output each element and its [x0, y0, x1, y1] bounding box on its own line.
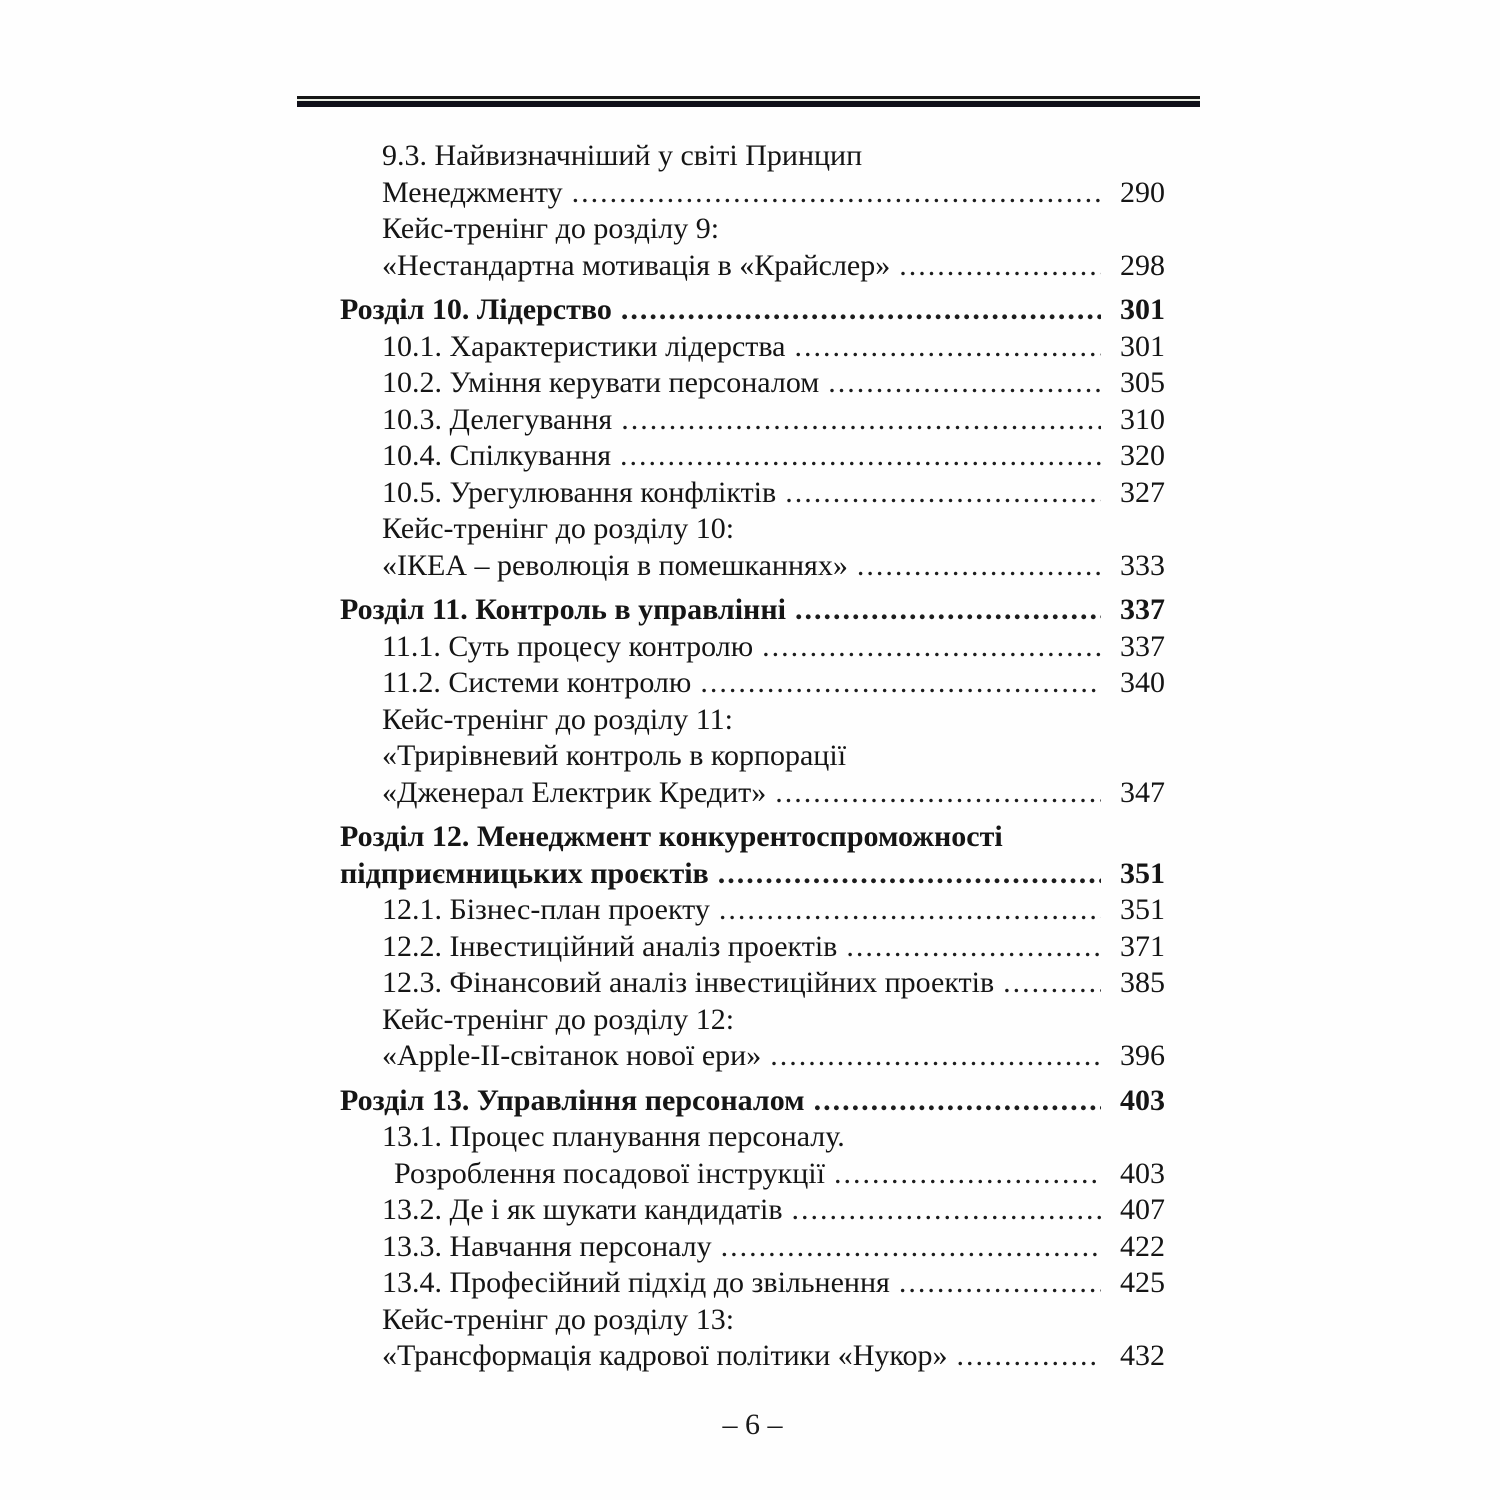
toc-dot-leader [795, 592, 1101, 629]
toc-entry-title: Кейс-тренінг до розділу 12: [382, 1002, 735, 1036]
toc-dot-leader [718, 856, 1101, 893]
toc-dot-leader [572, 175, 1101, 212]
toc-dot-leader [899, 1265, 1101, 1302]
toc-entry-title: Розділ 11. Контроль в управлінні [340, 593, 786, 626]
toc-entry-title: «Трирівневий контроль в корпорації [382, 739, 847, 772]
toc-row [340, 438, 1165, 475]
toc-dot-leader [621, 402, 1101, 439]
toc-row [340, 738, 1165, 775]
toc-row [340, 329, 1165, 366]
toc-dot-leader [719, 892, 1101, 929]
toc-entry-title: «ІКЕА – революція в помешканнях» [382, 548, 848, 582]
toc-page-number: 425 [1120, 1266, 1165, 1299]
toc-page-number: 385 [1120, 966, 1165, 999]
toc-row [340, 1192, 1165, 1229]
toc-page-number: 403 [1120, 1083, 1165, 1117]
toc-entry-title: Кейс-тренінг до розділу 10: [382, 512, 735, 545]
toc-entry-title: 11.2. Системи контролю [382, 666, 692, 699]
toc-dot-leader [834, 1156, 1101, 1193]
toc-entry-title: підприємницьких проєктів [340, 856, 709, 890]
toc-row [340, 292, 1165, 329]
toc-dot-leader [762, 629, 1101, 666]
toc-page-number: 305 [1120, 366, 1165, 399]
toc-row [340, 475, 1165, 512]
toc-entry-title: 11.1. Суть процесу контролю [382, 629, 754, 663]
toc-dot-leader [620, 438, 1101, 475]
toc-row [340, 856, 1165, 893]
toc-dot-leader [899, 248, 1101, 285]
toc-row [340, 665, 1165, 702]
toc-list [340, 138, 1165, 1375]
toc-row [340, 138, 1165, 175]
toc-entry-title: 13.2. Де і як шукати кандидатів [382, 1193, 783, 1226]
toc-dot-leader [770, 1038, 1101, 1075]
toc-row [340, 702, 1165, 739]
toc-entry-title: «Apple-II-світанок нової ери» [382, 1039, 762, 1072]
toc-dot-leader [792, 1192, 1101, 1229]
toc-page-number: 301 [1120, 329, 1165, 363]
toc-dot-leader [785, 475, 1101, 512]
toc-page-number: 327 [1120, 475, 1165, 509]
toc-row [340, 892, 1165, 929]
toc-page-number: 333 [1120, 548, 1165, 582]
toc-entry-title: Кейс-тренінг до розділу 13: [382, 1302, 735, 1336]
toc-entry-title: 10.4. Спілкування [382, 439, 612, 472]
toc-entry-title: 12.2. Інвестиційний аналіз проектів [382, 929, 838, 963]
toc-entry-title: Розроблення посадової інструкції [394, 1156, 825, 1190]
toc-row [340, 175, 1165, 212]
toc-page-number: 310 [1120, 402, 1165, 436]
toc-row [340, 1119, 1165, 1156]
toc-row [340, 1302, 1165, 1339]
toc-entry-title: 13.3. Навчання персоналу [382, 1229, 712, 1263]
toc-row [340, 819, 1165, 856]
toc-page-number: 301 [1120, 293, 1165, 326]
toc-row [340, 1002, 1165, 1039]
top-divider-rule [297, 96, 1200, 107]
toc-entry-title: 10.3. Делегування [382, 402, 613, 436]
toc-dot-leader [721, 1229, 1101, 1266]
toc-row [340, 548, 1165, 585]
toc-dot-leader [775, 775, 1101, 812]
toc-row [340, 211, 1165, 248]
toc-dot-leader [857, 548, 1101, 585]
toc-entry-title: 13.4. Професійний підхід до звільнення [382, 1266, 890, 1299]
toc-page-number: 340 [1120, 666, 1165, 699]
toc-row [340, 248, 1165, 285]
toc-page-number: 337 [1120, 593, 1165, 626]
toc-row [340, 1229, 1165, 1266]
toc-row [340, 511, 1165, 548]
toc-entry-title: Менеджменту [382, 175, 563, 209]
toc-entry-title: 10.2. Уміння керувати персоналом [382, 366, 820, 399]
toc-dot-leader [846, 929, 1101, 966]
toc-dot-leader [956, 1338, 1101, 1375]
toc-entry-title: 12.3. Фінансовий аналіз інвестиційних проектів [382, 966, 995, 999]
toc-row [340, 1265, 1165, 1302]
page-number-footer: – 6 – [722, 1408, 783, 1441]
toc-page-number: 351 [1120, 856, 1165, 890]
toc-dot-leader [814, 1083, 1101, 1120]
toc-entry-title: «Нестандартна мотивація в «Крайслер» [382, 248, 891, 282]
toc-page-number: 298 [1120, 248, 1165, 282]
toc-dot-leader [1003, 965, 1101, 1002]
toc-dot-leader [700, 665, 1101, 702]
toc-row [340, 775, 1165, 812]
toc-row [340, 365, 1165, 402]
toc-page-number: 403 [1120, 1156, 1165, 1190]
toc-entry-title: Розділ 13. Управління персоналом [340, 1083, 805, 1117]
toc-row [340, 1156, 1165, 1193]
toc-page-number: 337 [1120, 629, 1165, 663]
toc-entry-title: 12.1. Бізнес-план проекту [382, 893, 710, 926]
toc-entry-title: 9.3. Найвизначніший у світі Принцип [382, 139, 863, 172]
toc-entry-title: Кейс-тренінг до розділу 9: [382, 212, 720, 245]
toc-entry-title: «Дженерал Електрик Кредит» [382, 775, 767, 809]
toc-page-number: 432 [1120, 1339, 1165, 1372]
toc-row [340, 402, 1165, 439]
toc-entry-title: Кейс-тренінг до розділу 11: [382, 702, 733, 736]
toc-page-number: 351 [1120, 893, 1165, 926]
toc-entry-title: Розділ 12. Менеджмент конкурентоспроможності [340, 820, 1003, 853]
toc-row [340, 965, 1165, 1002]
toc-dot-leader [621, 292, 1101, 329]
toc-page-number: 396 [1120, 1039, 1165, 1072]
toc-page-number: 422 [1120, 1229, 1165, 1263]
toc-row [340, 592, 1165, 629]
toc-dot-leader [828, 365, 1101, 402]
toc-page-number: 407 [1120, 1193, 1165, 1226]
toc-page-number: 371 [1120, 929, 1165, 963]
toc-row [340, 929, 1165, 966]
toc-entry-title: 13.1. Процес планування персоналу. [382, 1120, 845, 1153]
toc-entry-title: Розділ 10. Лідерство [340, 293, 612, 326]
toc-entry-title: 10.1. Характеристики лідерства [382, 329, 786, 363]
toc-dot-leader [794, 329, 1101, 366]
toc-row [340, 1338, 1165, 1375]
toc-entry-title: 10.5. Урегулювання конфліктів [382, 475, 777, 509]
toc-page-number: 320 [1120, 439, 1165, 472]
toc-row [340, 1038, 1165, 1075]
toc-row [340, 629, 1165, 666]
toc-page-number: 347 [1120, 775, 1165, 809]
toc-row [340, 1083, 1165, 1120]
toc-page-number: 290 [1120, 175, 1165, 209]
toc-entry-title: «Трансформація кадрової політики «Нукор» [382, 1339, 948, 1372]
